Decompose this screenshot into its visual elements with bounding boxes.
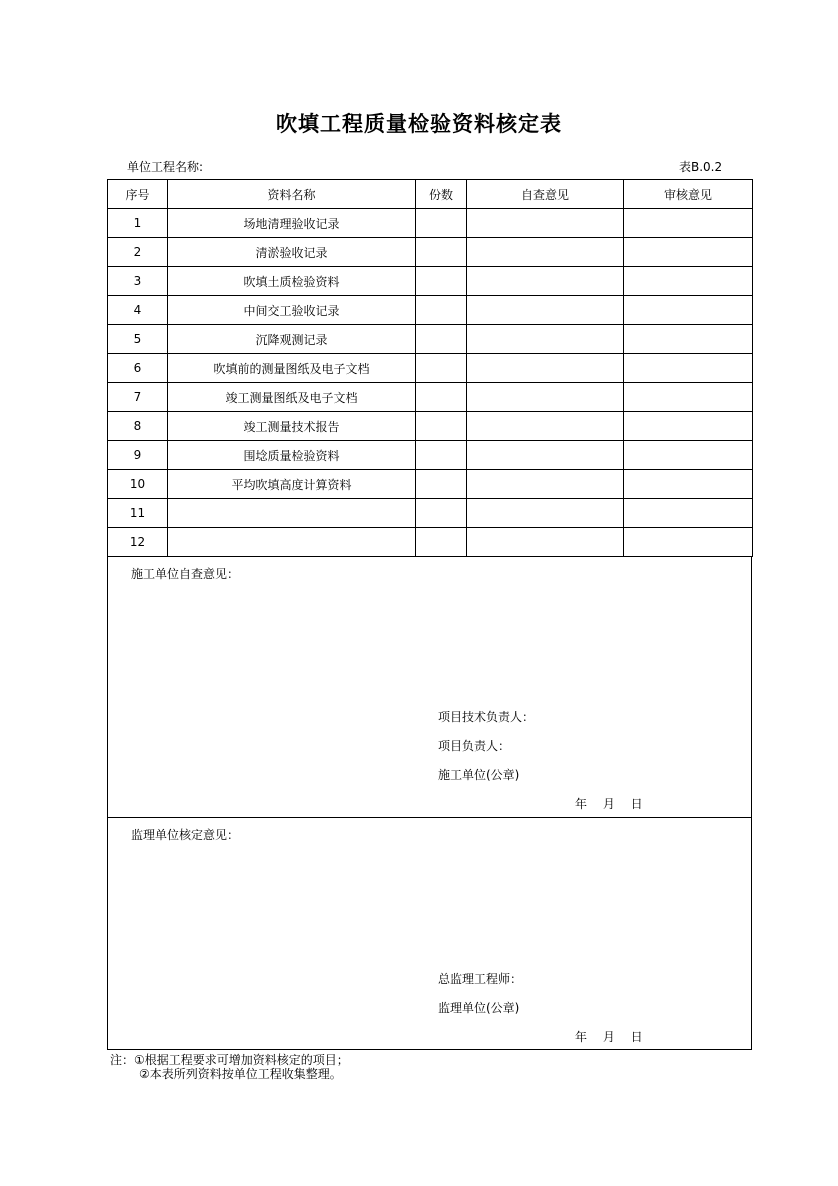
row-review-cell (624, 470, 753, 499)
table-row (108, 528, 753, 557)
table-row (108, 470, 753, 499)
row-document-name (168, 499, 416, 528)
table-row (108, 238, 753, 267)
row-copies-cell (416, 296, 467, 325)
row-self-check-cell (467, 412, 624, 441)
row-self-check-cell (467, 499, 624, 528)
row-copies-cell (416, 325, 467, 354)
row-copies-cell (416, 238, 467, 267)
row-copies-cell (416, 209, 467, 238)
row-serial: 2 (108, 238, 168, 267)
table-header-row (108, 180, 753, 209)
row-self-check-cell (467, 470, 624, 499)
row-review-cell (624, 383, 753, 412)
table-row (108, 296, 753, 325)
row-copies-cell (416, 383, 467, 412)
unit-name-label: 单位工程名称: (127, 160, 204, 174)
tech-lead-signature: 项目技术负责人： (438, 710, 535, 724)
row-self-check-cell (467, 238, 624, 267)
row-self-check-cell (467, 325, 624, 354)
row-review-cell (624, 296, 753, 325)
row-review-cell (624, 499, 753, 528)
note-1: 注：①根据工程要求可增加资料核定的项目； (110, 1053, 349, 1067)
row-document-name: 场地清理验收记录 (168, 209, 416, 238)
row-copies-cell (416, 441, 467, 470)
row-copies-cell (416, 528, 467, 557)
row-self-check-cell (467, 209, 624, 238)
header-copies: 份数 (416, 180, 467, 209)
construction-seal: 施工单位(公章) (438, 768, 520, 782)
construction-date: 年 月 日 (575, 797, 643, 811)
row-document-name: 吹填土质检验资料 (168, 267, 416, 296)
form-number: 表B.0.2 (679, 160, 723, 174)
row-serial: 5 (108, 325, 168, 354)
row-review-cell (624, 441, 753, 470)
chief-engineer-signature: 总监理工程师： (438, 972, 523, 986)
row-document-name: 中间交工验收记录 (168, 296, 416, 325)
row-document-name (168, 528, 416, 557)
row-copies-cell (416, 470, 467, 499)
row-serial: 9 (108, 441, 168, 470)
row-document-name: 吹填前的测量图纸及电子文档 (168, 354, 416, 383)
table-row (108, 325, 753, 354)
row-document-name: 沉降观测记录 (168, 325, 416, 354)
supervision-review-section (107, 817, 752, 1050)
row-self-check-cell (467, 383, 624, 412)
supervision-section-label: 监理单位核定意见： (131, 828, 240, 842)
construction-section-label: 施工单位自查意见： (131, 567, 240, 581)
table-row (108, 412, 753, 441)
row-review-cell (624, 238, 753, 267)
row-self-check-cell (467, 441, 624, 470)
table-row (108, 354, 753, 383)
header-review: 审核意见 (624, 180, 753, 209)
row-document-name: 围埝质量检验资料 (168, 441, 416, 470)
row-serial: 3 (108, 267, 168, 296)
row-copies-cell (416, 354, 467, 383)
row-copies-cell (416, 499, 467, 528)
row-self-check-cell (467, 267, 624, 296)
row-document-name: 竣工测量技术报告 (168, 412, 416, 441)
header-self-check: 自查意见 (467, 180, 624, 209)
row-document-name: 平均吹填高度计算资料 (168, 470, 416, 499)
document-title: 吹填工程质量检验资料核定表 (276, 112, 562, 136)
row-serial: 12 (108, 528, 168, 557)
construction-self-check-section (107, 556, 752, 818)
row-serial: 10 (108, 470, 168, 499)
row-review-cell (624, 412, 753, 441)
supervision-date: 年 月 日 (575, 1030, 643, 1044)
row-review-cell (624, 325, 753, 354)
note-2: ②本表所列资料按单位工程收集整理。 (139, 1067, 342, 1081)
row-serial: 11 (108, 499, 168, 528)
header-serial: 序号 (108, 180, 168, 209)
project-lead-signature: 项目负责人： (438, 739, 511, 753)
table-row (108, 499, 753, 528)
table-row (108, 441, 753, 470)
row-serial: 6 (108, 354, 168, 383)
row-document-name: 竣工测量图纸及电子文档 (168, 383, 416, 412)
row-self-check-cell (467, 354, 624, 383)
row-copies-cell (416, 267, 467, 296)
notes (110, 1053, 349, 1081)
row-review-cell (624, 209, 753, 238)
table-row (108, 267, 753, 296)
row-review-cell (624, 267, 753, 296)
inspection-table (107, 179, 753, 557)
row-copies-cell (416, 412, 467, 441)
row-self-check-cell (467, 528, 624, 557)
table-row (108, 209, 753, 238)
supervision-seal: 监理单位(公章) (438, 1001, 520, 1015)
header-document-name: 资料名称 (168, 180, 416, 209)
row-serial: 7 (108, 383, 168, 412)
row-review-cell (624, 354, 753, 383)
row-document-name: 清淤验收记录 (168, 238, 416, 267)
row-serial: 8 (108, 412, 168, 441)
row-serial: 4 (108, 296, 168, 325)
row-review-cell (624, 528, 753, 557)
table-row (108, 383, 753, 412)
row-self-check-cell (467, 296, 624, 325)
row-serial: 1 (108, 209, 168, 238)
